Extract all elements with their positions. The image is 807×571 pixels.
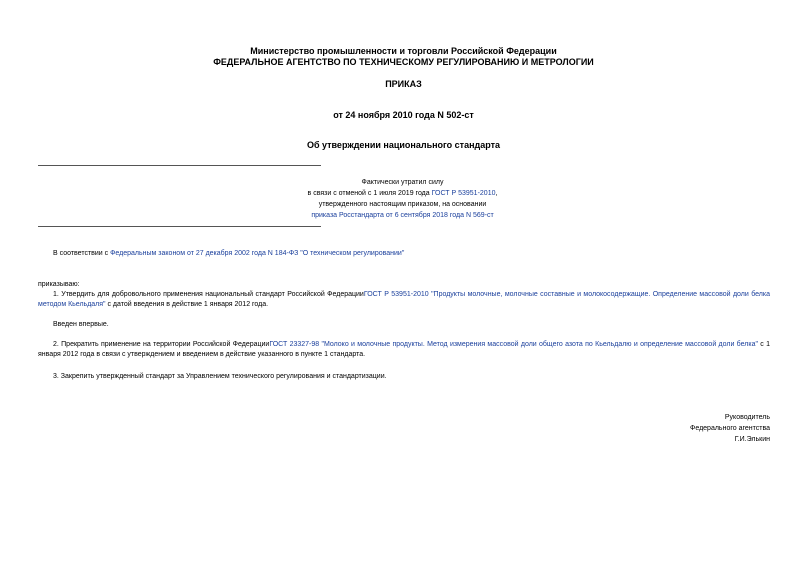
- item-3-paragraph: 3. Закрепить утвержденный стандарт за Управлением технического регулирования и стандартизации.: [53, 373, 387, 380]
- document-subject: Об утверждении национального стандарта: [306, 140, 501, 150]
- item-2-prefix: 2. Прекратить применение на территории Российской Федерации: [53, 341, 270, 348]
- item-2-suffix: с 1 января 2012 года в связи с утверждением и введением в действие указанного в пункте 1 стандарта.: [38, 341, 770, 358]
- bottom-divider: [38, 226, 321, 227]
- item-1-prefix: 1. Утвердить для добровольного применения национальный стандарт Российской Федерации: [53, 291, 364, 298]
- status-note-line-2-suffix: ,: [495, 190, 498, 197]
- status-note-line-1: Фактически утратил силу: [361, 179, 444, 186]
- signature-name: Г.И.Элькин: [734, 436, 770, 443]
- status-note-line-4: [200, 210, 605, 222]
- top-divider: [38, 165, 321, 166]
- document-date-number: от 24 ноября 2010 года N 502-ст: [333, 110, 474, 120]
- ministry-name: Министерство промышленности и торговли Российской Федерации: [250, 46, 557, 56]
- gost-r-53951-2010-link[interactable]: ГОСТ Р 53951-2010 "Продукты молочные, молочные составные и молокосодержащие. Определение массовой доли белка методом Кьельдаля": [38, 291, 770, 308]
- introduced-note: Введен впервые.: [53, 321, 109, 328]
- gost-53951-link[interactable]: ГОСТ Р 53951-2010: [431, 190, 496, 197]
- federal-law-link[interactable]: Федеральным законом от 27 декабря 2002 года N 184-ФЗ "О техническом регулировании": [110, 250, 405, 257]
- signature-title-2: Федерального агентства: [690, 425, 770, 432]
- preamble-prefix: В соответствии с: [53, 250, 111, 257]
- status-note-line-2-prefix: в связи с отменой с 1 июля 2019 года: [307, 190, 432, 197]
- item-2-paragraph: [38, 340, 770, 360]
- document-type: ПРИКАЗ: [385, 79, 422, 89]
- item-1-suffix: с датой введения в действие 1 января 2012 года.: [105, 301, 269, 308]
- rosstandart-order-link[interactable]: приказа Росстандарта от 6 сентября 2018 года N 569-ст: [311, 212, 494, 219]
- preamble-paragraph: [38, 249, 770, 259]
- status-note-line-3: утвержденного настоящим приказом, на основании: [318, 201, 487, 208]
- status-note-line-2: [200, 188, 605, 200]
- agency-name: ФЕДЕРАЛЬНОЕ АГЕНТСТВО ПО ТЕХНИЧЕСКОМУ РЕГУЛИРОВАНИЮ И МЕТРОЛОГИИ: [213, 57, 594, 67]
- order-word: приказываю:: [38, 281, 80, 288]
- signature-title-1: Руководитель: [724, 414, 770, 421]
- gost-23327-98-link[interactable]: ГОСТ 23327-98 "Молоко и молочные продукты. Метод измерения массовой доли общего азота по Кьельдалю и определение массовой доли белка": [269, 341, 758, 348]
- item-1-paragraph: [38, 290, 770, 310]
